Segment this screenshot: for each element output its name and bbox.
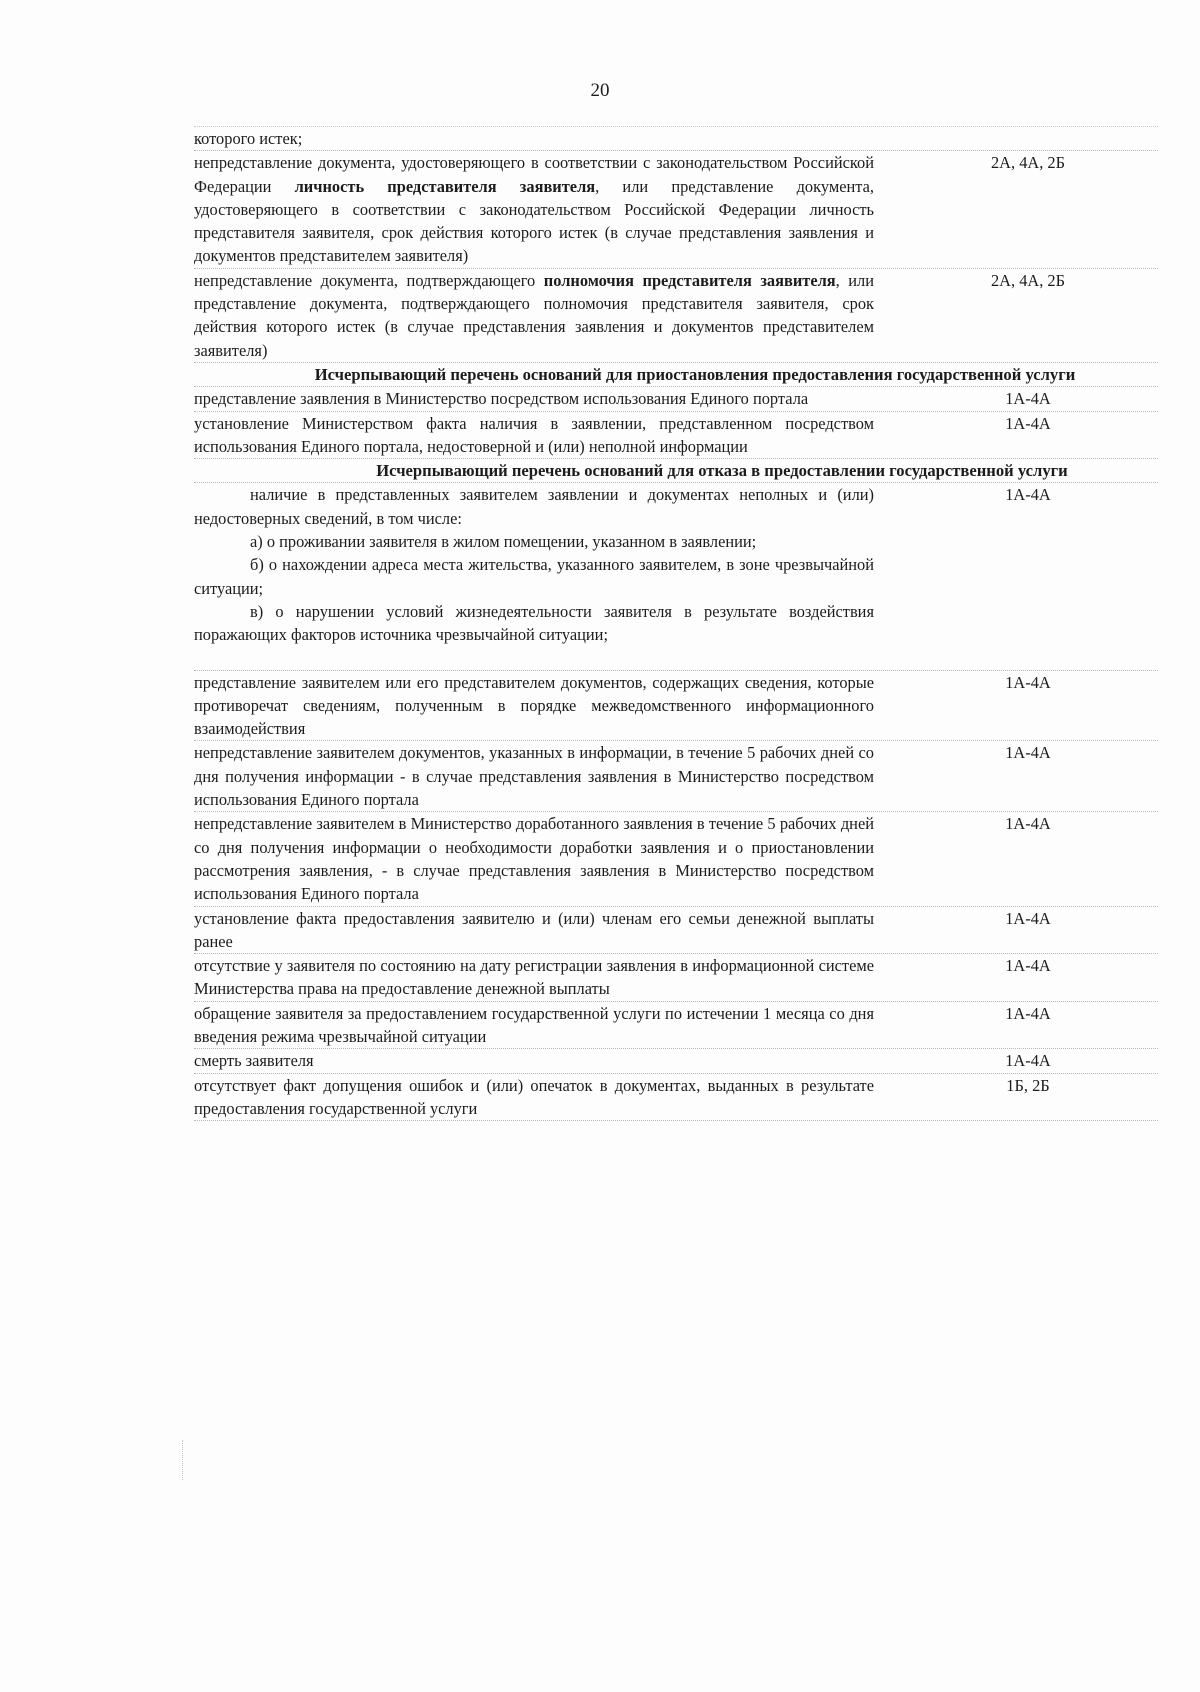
table-row (194, 269, 1158, 363)
table-row (194, 387, 1158, 411)
table-row (194, 483, 1158, 670)
row-code: 1Б, 2Б (1006, 1075, 1050, 1095)
table-row (194, 954, 1158, 1002)
row-text (194, 483, 874, 669)
table-row (194, 1074, 1158, 1122)
row-text: отсутствие у заявителя по состоянию на дату регистрации заявления в информационной системе Министерства права на предоставление денежной выплаты (194, 956, 874, 999)
row-code: 1А-4А (1005, 413, 1051, 433)
list-item: а) о проживании заявителя в жилом помещении, указанном в заявлении; (250, 532, 757, 552)
grounds-table (194, 126, 1158, 1121)
table-row (194, 907, 1158, 955)
table-row (194, 412, 1158, 460)
scan-binder-marks (182, 1440, 185, 1480)
row-text: установление факта предоставления заявителю и (или) членам его семьи денежной выплаты ранее (194, 908, 874, 951)
row-text: отсутствует факт допущения ошибок и (или) опечаток в документах, выданных в результате предоставления государственной услуги (194, 1075, 874, 1118)
emphasis-text: полномочия представителя заявителя (543, 270, 836, 290)
table-row (194, 126, 1158, 151)
row-code: 1А-4А (1005, 956, 1051, 976)
section-header-suspension (194, 363, 1158, 387)
row-code: 1А-4А (1005, 814, 1051, 834)
list-item: б) о нахождении адреса места жительства, указанного заявителем, в зоне чрезвычайной ситуации; (194, 555, 874, 598)
row-text: непредставление заявителем в Министерство доработанного заявления в течение 5 рабочих дней со дня получения информации о необходимости доработки заявления и о приостановлении рассмотрения заявления, - в случае представления заявления в Министерство посредством использования Единого портала (194, 814, 874, 904)
page-number: 20 (590, 80, 610, 101)
list-item: в) о нарушении условий жизнедеятельности заявителя в результате воздействия поражающих факторов источника чрезвычайной ситуации; (194, 601, 874, 645)
section-title: Исчерпывающий перечень оснований для приостановления предоставления государственной услуги (314, 364, 1076, 384)
row-text: которого истек; (194, 129, 303, 148)
row-code: 1А-4А (1005, 672, 1051, 692)
row-code: 2А, 4А, 2Б (990, 270, 1066, 290)
row-code: 1А-4А (1005, 908, 1051, 928)
row-text: непредставление документа, подтверждающего полномочия представителя заявителя, или представление документа, подтверждающего полномочия представителя заявителя, срок действия которого истек (в случае представления заявления и документов представителем заявителя) (194, 270, 875, 360)
row-code (874, 127, 1158, 150)
emphasis-text: личность представителя заявителя (294, 176, 596, 196)
table-row (194, 1002, 1158, 1050)
row-text: смерть заявителя (194, 1051, 314, 1071)
row-code: 1А-4А (1005, 485, 1051, 505)
section-header-refusal (194, 459, 1158, 483)
row-text: представление заявителем или его представителем документов, содержащих сведения, которые противоречат сведениям, полученным в порядке межведомственного информационного взаимодействия (194, 672, 874, 739)
table-row (194, 1049, 1158, 1073)
table-row (194, 671, 1158, 742)
table-row (194, 741, 1158, 812)
row-code: 1А-4А (1005, 1003, 1051, 1023)
table-row (194, 812, 1158, 906)
row-text: обращение заявителя за предоставлением государственной услуги по истечении 1 месяца со дня введения режима чрезвычайной ситуации (194, 1003, 874, 1046)
row-code: 1А-4А (1005, 1051, 1051, 1071)
row-text: непредставление документа, удостоверяющего в соответствии с законодательством Российской Федерации личность представителя заявителя, или представление документа, удостоверяющего в соответствии с законодательством Российской Федерации личность представителя заявителя, срок действия которого истек (в случае представления заявления и документов представителем заявителя) (194, 153, 874, 266)
section-title: Исчерпывающий перечень оснований для отказа в предоставлении государственной услуги (376, 461, 1068, 481)
row-code: 1А-4А (1005, 389, 1051, 409)
row-text: представление заявления в Министерство посредством использования Единого портала (194, 389, 809, 409)
row-code: 1А-4А (1005, 743, 1051, 763)
table-row (194, 151, 1158, 268)
row-text: непредставление заявителем документов, указанных в информации, в течение 5 рабочих дней со дня получения информации - в случае представления заявления в Министерство посредством использования Единого портала (194, 743, 874, 810)
row-text: установление Министерством факта наличия в заявлении, представленном посредством использования Единого портала, недостоверной и (или) неполной информации (194, 413, 874, 456)
row-lead: наличие в представленных заявителем заявлении и документах неполных и (или) недостоверных сведений, в том числе: (194, 485, 874, 528)
row-code: 2А, 4А, 2Б (990, 153, 1066, 173)
